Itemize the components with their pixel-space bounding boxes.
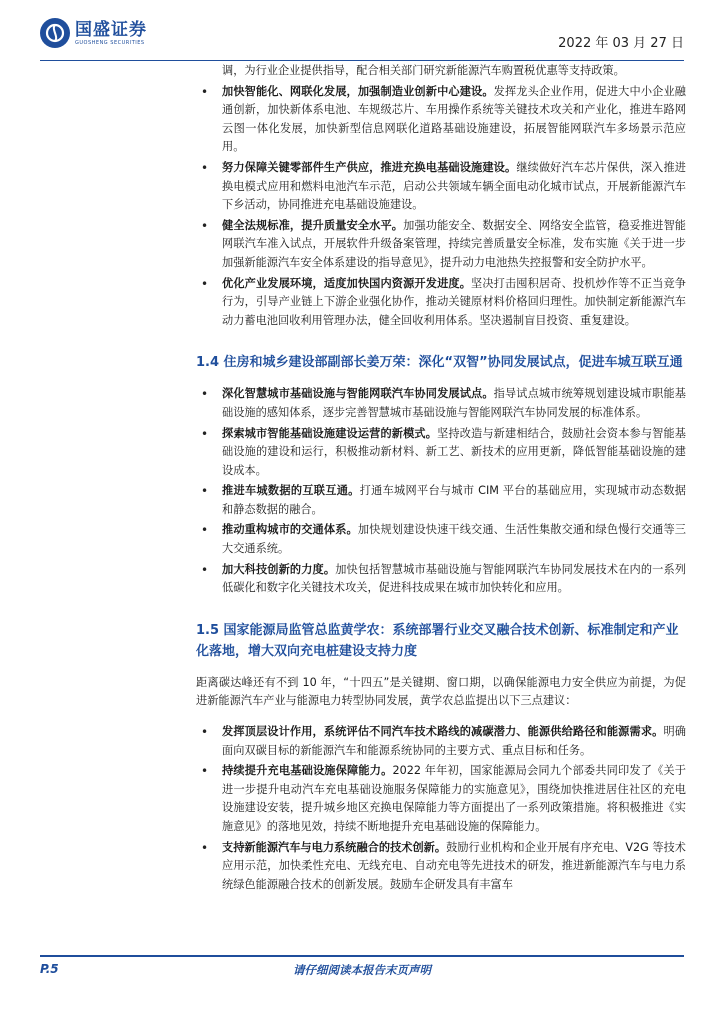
bullet-text: 加快规划建设快速干线交通、生活性集散交通和绿色慢行交通等三大交通系统。 (222, 523, 686, 556)
list-item (196, 839, 686, 895)
bullet-lead: 深化智慧城市基础设施与智能网联汽车协同发展试点。 (222, 387, 494, 401)
bullet-text: 调，为行业企业提供指导，配合相关部门研究新能源汽车购置税优惠等支持政策。 (222, 64, 625, 77)
bullet-lead: 优化产业发展环境，适度加快国内资源开发进度。 (222, 276, 472, 290)
logo-name-en: GUOSHENG SECURITIES (75, 39, 145, 46)
footer-disclaimer: 请仔细阅读本报告末页声明 (293, 963, 431, 977)
bullet-lead: 努力保障关键零部件生产供应，推进充换电基础设施建设。 (222, 160, 517, 174)
section-title-1-4: 1.4 住房和城乡建设部副部长姜万荣：深化“双智”协同发展试点，促进车城互联互通 (196, 355, 683, 371)
section-intro-paragraph: 距离碳达峰还有不到 10 年，“十四五”是关键期、窗口期，以确保能源电力安全供应为前提，为促进新能源汽车产业与能源电力转型协同发展，黄学农总监提出以下三点建议： (196, 675, 686, 708)
bullet-text: 加强功能安全、数据安全、网络安全监管，稳妥推进智能网联汽车准入试点，开展软件升级备案管理，持续完善质量安全标准，发布实施《关于进一步加强新能源汽车安全体系建设的指导意见》，提升动力电池热失控报警和安全防护水平。 (222, 218, 686, 269)
report-date: 2022 年 03 月 27 日 (558, 36, 684, 51)
list-item (196, 561, 686, 598)
bullet-lead: 加快智能化、网联化发展，加强制造业创新中心建设。 (222, 84, 494, 98)
bullet-text: 加快包括智慧城市基础设施与智能网联汽车协同发展技术在内的一系列低碳化和数字化关键技术攻关，促进科技成果在城市加快转化和应用。 (222, 562, 686, 595)
bullet-text: 坚决打击囤积居奇、投机炒作等不正当竞争行为，引导产业链上下游企业强化协作，推动关键原材料价格回归理性。加快制定新能源汽车动力蓄电池回收利用管理办法，健全回收利用体系。坚决遏制盲目投资、重复建设。 (222, 276, 686, 327)
bullet-text: 打通车城网平台与城市 CIM 平台的基础应用，实现城市动态数据和静态数据的融合。 (222, 484, 686, 516)
page-number: P.5 (40, 962, 59, 976)
bullet-lead: 健全法规标准，提升质量安全水平。 (222, 218, 404, 232)
header-divider (40, 60, 684, 61)
footer-divider (40, 955, 684, 957)
section-title-1-5: 1.5 国家能源局监管总监黄学农：系统部署行业交叉融合技术创新、标准制定和产业化落地，增大双向充电桩建设支持力度 (196, 622, 679, 659)
report-body (196, 62, 686, 896)
list-item (196, 385, 686, 422)
logo-emblem-icon (40, 18, 70, 48)
bullet-lead: 推进车城数据的互联互通。 (222, 484, 360, 498)
bullet-text: 2022 年年初，国家能源局会同九个部委共同印发了《关于进一步提升电动汽车充电基础设施服务保障能力的实施意见》，围绕加快推进居住社区的充电设施建设安装，提升城乡地区充换电保障能力等方面提出了一系列政策措施。将积极推进《实施意见》的落地见效，持续不断地提升充电基础设施的保障能力。 (222, 764, 686, 833)
bullet-text: 坚持改造与新建相结合，鼓励社会资本参与智能基础设施的建设和运行，积极推动新材料、新工艺、新技术的应用更新，降低智能基础设施的建设成本。 (222, 426, 686, 477)
list-item (196, 425, 686, 481)
bullet-text: 明确面向双碳目标的新能源汽车和能源系统协同的主要方式、重点目标和任务。 (222, 725, 686, 757)
list-item (196, 521, 686, 558)
page-header (40, 18, 684, 58)
list-item (196, 275, 686, 331)
list-item (196, 723, 686, 760)
list-item (196, 482, 686, 519)
bullet-lead: 加大科技创新的力度。 (222, 562, 336, 576)
bullet-text: 继续做好汽车芯片保供，深入推进换电模式应用和燃料电池汽车示范，启动公共领域车辆全面电动化城市试点，开展新能源汽车下乡活动，协同推进充电基础设施建设。 (222, 160, 686, 212)
company-logo (40, 18, 147, 48)
logo-name-cn: 国盛证券 (75, 19, 147, 40)
bullet-text: 发挥龙头企业作用，促进大中小企业融通创新，加快新体系电池、车规级芯片、车用操作系统等关键技术攻关和产业化，推进车路网云图一体化发展，加快新型信息网联化道路基础设施建设，拓展智能网联汽车多场景示范应用。 (222, 84, 686, 154)
bullet-lead: 持续提升充电基础设施保障能力。 (222, 764, 393, 778)
bullet-lead: 推动重构城市的交通体系。 (222, 523, 358, 537)
policy-bullet-list-1-4 (196, 385, 686, 598)
list-item (196, 217, 686, 273)
policy-bullet-list-top (196, 62, 686, 330)
bullet-lead: 支持新能源汽车与电力系统融合的技术创新。 (222, 840, 447, 854)
bullet-lead: 探索城市智能基础设施建设运营的新模式。 (222, 426, 438, 440)
list-item (196, 762, 686, 836)
list-item (196, 159, 686, 215)
list-item (196, 83, 686, 157)
bullet-text: 指导试点城市统筹规划建设城市职能基础设施的感知体系，逐步完善智慧城市基础设施与智能网联汽车协同发展的标准体系。 (222, 387, 686, 419)
list-item (196, 62, 686, 81)
bullet-text: 鼓励行业机构和企业开展有序充电、V2G 等技术应用示范，加快柔性充电、无线充电、自动充电等先进技术的研发，推进新能源汽车与电力系统绿色能源融合技术的创新发展。鼓励车企研发具有丰富车 (222, 840, 686, 891)
policy-bullet-list-1-5 (196, 723, 686, 894)
bullet-lead: 发挥顶层设计作用，系统评估不同汽车技术路线的减碳潜力、能源供给路径和能源需求。 (222, 725, 664, 739)
